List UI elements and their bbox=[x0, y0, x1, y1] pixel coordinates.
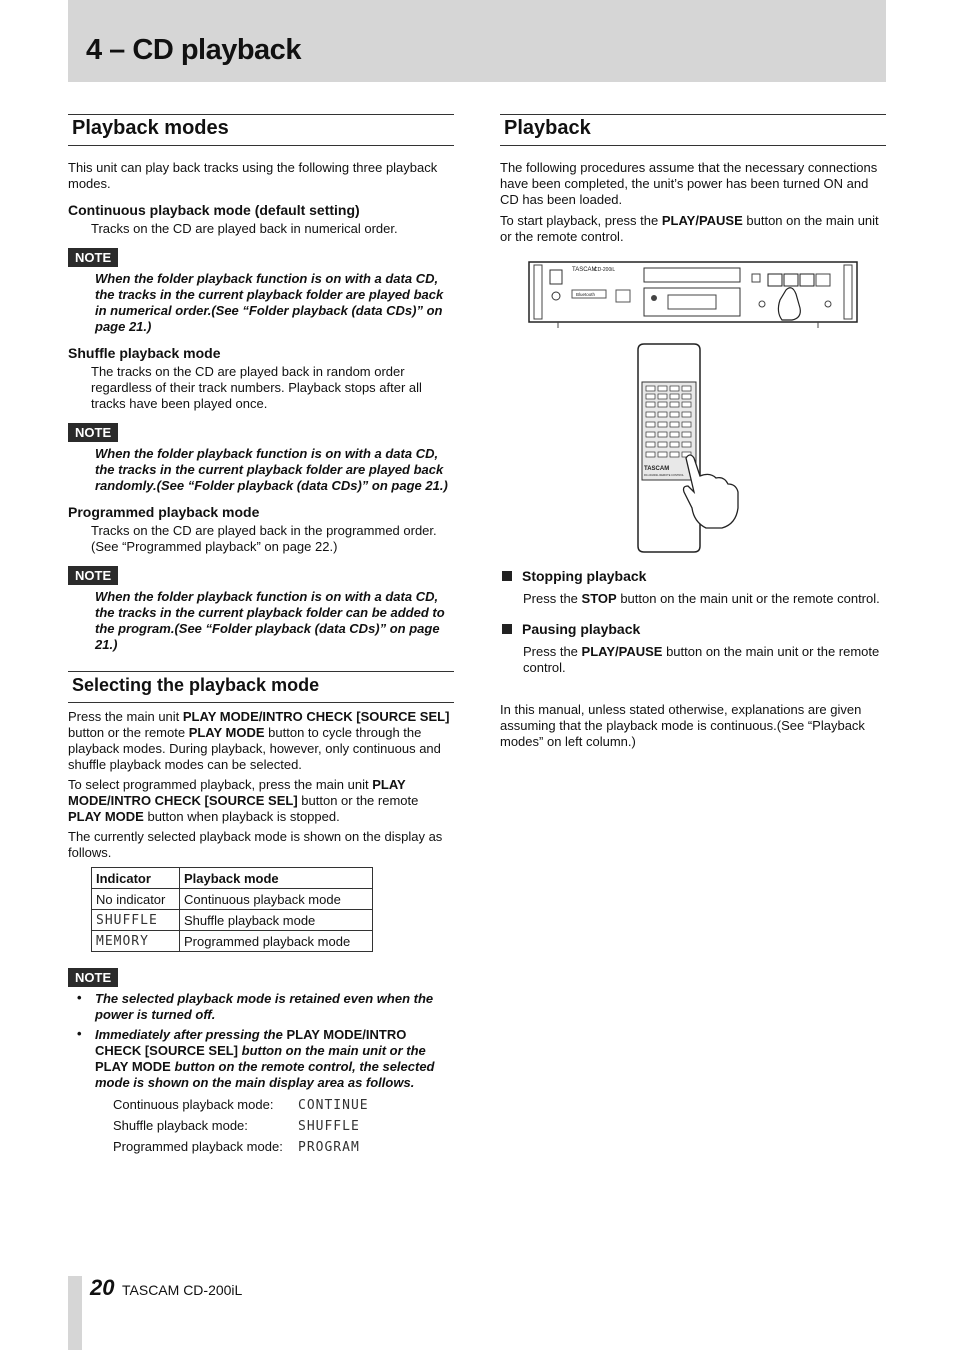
subheading-continuous: Continuous playback mode (default setting) bbox=[68, 202, 360, 218]
device-model-label: CD-200iL bbox=[594, 267, 616, 273]
table-row bbox=[92, 910, 373, 931]
playback-paragraph-2: To start playback, press the PLAY/PAUSE button on the main unit or the remote control. bbox=[500, 213, 879, 244]
main-unit-illustration bbox=[528, 260, 858, 330]
playback-paragraph-1: The following procedures assume that the necessary connections have been completed, the unit’s power has been turned ON and CD has been loaded. bbox=[500, 160, 878, 207]
right-column bbox=[500, 114, 886, 750]
table-cell-indicator: MEMORY bbox=[92, 931, 180, 952]
remote-brand-label: TASCAM bbox=[644, 466, 670, 472]
section-title: Playback bbox=[504, 117, 591, 139]
bluetooth-label: Bluetooth bbox=[576, 292, 596, 297]
table-header-cell: Indicator bbox=[92, 868, 180, 889]
footer-product-name: TASCAM CD-200iL bbox=[122, 1282, 243, 1298]
footer-bar bbox=[68, 1276, 82, 1350]
table-cell: No indicator bbox=[92, 889, 180, 910]
section-heading-selecting bbox=[68, 671, 454, 703]
table-cell: Continuous playback mode bbox=[180, 889, 373, 910]
stopping-text: Press the STOP button on the main unit or the remote control. bbox=[523, 591, 880, 606]
remote-model-label: RC-CD200iL REMOTE CONTROL bbox=[644, 474, 684, 477]
subheading-programmed: Programmed playback mode bbox=[68, 504, 260, 520]
display-mode-row: Programmed playback mode: PROGRAM bbox=[113, 1139, 360, 1155]
display-mode-list bbox=[113, 1097, 454, 1160]
note-text: When the folder playback function is on with a data CD, the tracks in the current playback folder are played back randomly.(See “Folder playback (data CDs)” on page 21.) bbox=[95, 446, 448, 493]
table-header-cell: Playback mode bbox=[180, 868, 373, 889]
note-label: NOTE bbox=[68, 566, 118, 585]
section-heading-playback bbox=[500, 114, 886, 146]
selecting-paragraph-3: The currently selected playback mode is shown on the display as follows. bbox=[68, 829, 443, 860]
section-title: Playback modes bbox=[72, 117, 229, 139]
section-heading-playback-modes bbox=[68, 114, 454, 146]
device-brand-label: TASCAM bbox=[572, 267, 597, 273]
note-label: NOTE bbox=[68, 968, 118, 987]
closing-paragraph: In this manual, unless stated otherwise, explanations are given assuming that the playback mode is continuous.(See “Playback modes” on left column.) bbox=[500, 702, 865, 749]
section-title: Selecting the playback mode bbox=[72, 675, 320, 695]
pausing-text: Press the PLAY/PAUSE button on the main unit or the remote control. bbox=[523, 644, 880, 675]
display-mode-row: Continuous playback mode: CONTINUE bbox=[113, 1097, 369, 1113]
chapter-header-bar bbox=[68, 0, 886, 82]
note-text: When the folder playback function is on with a data CD, the tracks in the current playback folder are played back in numerical order.(See “Folder playback (data CDs)” on page 21.) bbox=[95, 271, 444, 334]
programmed-text: Tracks on the CD are played back in the programmed order. (See “Programmed playback” on page 22.) bbox=[91, 523, 437, 554]
subheading-shuffle: Shuffle playback mode bbox=[68, 345, 221, 361]
note-label: NOTE bbox=[68, 248, 118, 267]
note-bullet: • The selected playback mode is retained even when the power is turned off. bbox=[68, 991, 454, 1023]
table-cell-indicator: SHUFFLE bbox=[92, 910, 180, 931]
display-mode-row: Shuffle playback mode: SHUFFLE bbox=[113, 1118, 360, 1134]
note-label: NOTE bbox=[68, 423, 118, 442]
table-row bbox=[92, 931, 373, 952]
remote-control-illustration bbox=[634, 342, 749, 554]
table-cell: Shuffle playback mode bbox=[180, 910, 373, 931]
table-row bbox=[92, 889, 373, 910]
table-header-row bbox=[92, 868, 373, 889]
selecting-paragraph-1: Press the main unit PLAY MODE/INTRO CHECK [SOURCE SEL] button or the remote PLAY MODE button to cycle through the playback modes. During playback, however, only continuous and shuffle playback modes can be selected. bbox=[68, 709, 450, 772]
subheading-pausing: Pausing playback bbox=[500, 621, 886, 637]
playback-mode-table bbox=[91, 867, 373, 952]
left-column bbox=[68, 114, 454, 1160]
page-number: 20 bbox=[90, 1275, 115, 1300]
shuffle-text: The tracks on the CD are played back in random order regardless of their track numbers. Playback stops after all tracks have been played once. bbox=[91, 364, 422, 411]
table-cell: Programmed playback mode bbox=[180, 931, 373, 952]
chapter-title: 4 – CD playback bbox=[86, 34, 301, 66]
continuous-text: Tracks on the CD are played back in numerical order. bbox=[91, 221, 398, 236]
note-bullet: • Immediately after pressing the PLAY MODE/INTRO CHECK [SOURCE SEL] button on the main unit or the PLAY MODE button on the remote control, the selected mode is shown on the main display area as follows. bbox=[68, 1027, 454, 1091]
subheading-stopping: Stopping playback bbox=[500, 568, 886, 584]
selecting-paragraph-2: To select programmed playback, press the main unit PLAY MODE/INTRO CHECK [SOURCE SEL] button or the remote PLAY MODE button when playback is stopped. bbox=[68, 777, 419, 824]
intro-text: This unit can play back tracks using the following three playback modes. bbox=[68, 160, 438, 191]
note-text: When the folder playback function is on with a data CD, the tracks in the current playback folder can be added to the program.(See “Folder playback (data CDs)” on page 21.) bbox=[95, 589, 445, 652]
